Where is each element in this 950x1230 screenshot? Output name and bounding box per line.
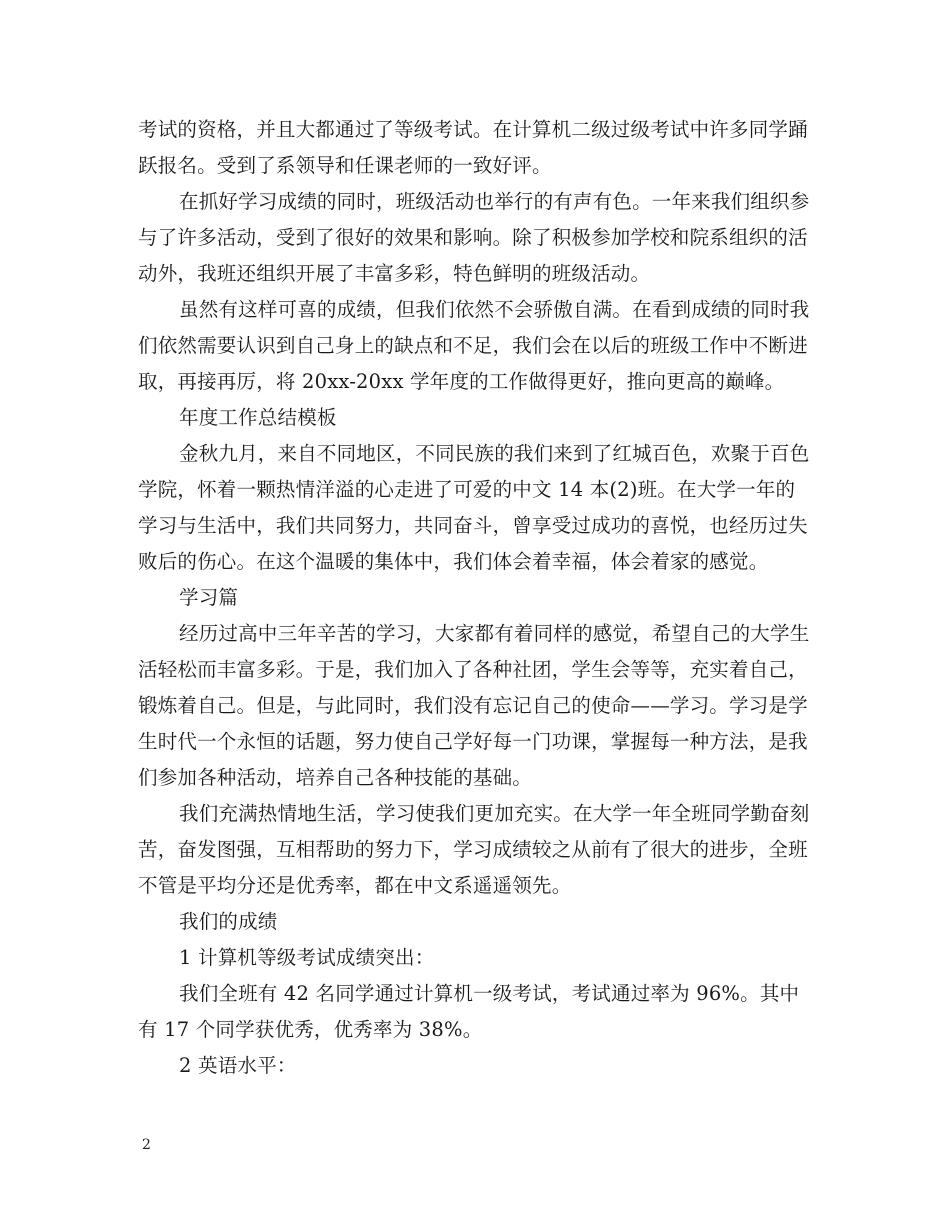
paragraph-continuation: 考试的资格，并且大都通过了等级考试。在计算机二级过级考试中许多同学踊跃报名。受到了系领导和任课老师的一致好评。 <box>138 118 808 177</box>
section-title-study: 学习篇 <box>179 586 239 609</box>
document-body <box>138 112 810 1084</box>
paragraph-study-progress: 我们充满热情地生活，学习使我们更加充实。在大学一年全班同学勤奋刻苦，奋发图强，互相帮助的努力下，学习成绩较之从前有了很大的进步，全班不管是平均分还是优秀率，都在中文系遥遥领先。 <box>138 802 810 897</box>
page-number: 2 <box>142 1137 151 1153</box>
paragraph-computer-results: 我们全班有 42 名同学通过计算机一级考试，考试通过率为 96%。其中有 17 个同学获优秀，优秀率为 38%。 <box>138 982 800 1041</box>
section-title-achievements: 我们的成绩 <box>179 910 278 933</box>
paragraph-intro: 金秋九月，来自不同地区，不同民族的我们来到了红城百色，欢聚于百色学院，怀着一颗热情洋溢的心走进了可爱的中文 14 本(2)班。在大学一年的学习与生活中，我们共同努力，共同奋斗，曾享受过成功的喜悦，也经历过失败后的伤心。在这个温暖的集体中，我们体会着幸福，体会着家的感觉。 <box>138 442 810 573</box>
paragraph-class-activities: 在抓好学习成绩的同时，班级活动也举行的有声有色。一年来我们组织参与了许多活动，受到了很好的效果和影响。除了积极参加学校和院系组织的活动外，我班还组织开展了丰富多彩，特色鲜明的班级活动。 <box>138 190 810 285</box>
list-item-computer-exam: 1 计算机等级考试成绩突出： <box>179 946 435 969</box>
section-title-template: 年度工作总结模板 <box>179 406 337 429</box>
paragraph-study-life: 经历过高中三年辛苦的学习，大家都有着同样的感觉，希望自己的大学生活轻松而丰富多彩。于是，我们加入了各种社团，学生会等等，充实着自己，锻炼着自己。但是，与此同时，我们没有忘记自己的使命——学习。学习是学生时代一个永恒的话题，努力使自己学好每一门功课，掌握每一种方法，是我们参加各种活动，培养自己各种技能的基础。 <box>138 622 810 789</box>
paragraph-outlook: 虽然有这样可喜的成绩，但我们依然不会骄傲自满。在看到成绩的同时我们依然需要认识到自己身上的缺点和不足，我们会在以后的班级工作中不断进取，再接再厉，将 20xx-20xx 学年度的工作做得更好，推向更高的巅峰。 <box>138 298 810 393</box>
list-item-english-level: 2 英语水平： <box>179 1054 297 1077</box>
